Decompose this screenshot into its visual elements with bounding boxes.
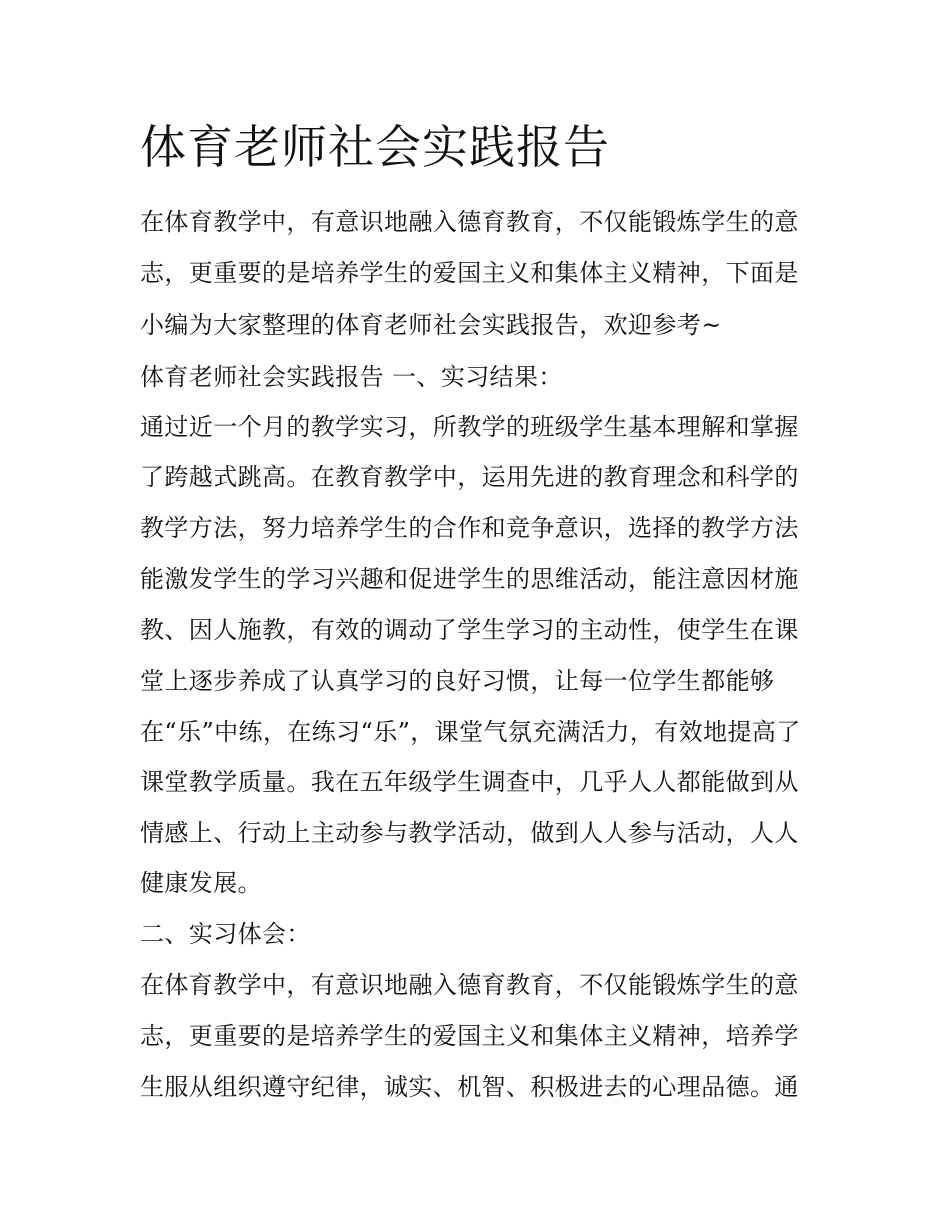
- section-heading-2: 二、实习体会：: [140, 920, 311, 948]
- body-line-14: 健康发展。: [140, 869, 262, 897]
- body-line-5: 通过近一个月的教学实习，所教学的班级学生基本理解和掌握: [140, 413, 799, 441]
- body-line-17: 志，更重要的是培养学生的爱国主义和集体主义精神，培养学: [140, 1022, 799, 1050]
- body-line-18: 生服从组织遵守纪律，诚实、机智、积极进去的心理品德。通: [140, 1073, 799, 1101]
- body-line-11: 在“乐”中练，在练习“乐”，课堂气氛充满活力，有效地提高了: [140, 718, 801, 746]
- body-line-6: 了跨越式跳高。在教育教学中，运用先进的教育理念和科学的: [140, 463, 799, 491]
- section-heading-1: 体育老师社会实践报告 一、实习结果：: [140, 363, 563, 391]
- document-title: 体育老师社会实践报告: [140, 120, 610, 174]
- body-line-2: 志，更重要的是培养学生的爱国主义和集体主义精神，下面是: [140, 259, 799, 287]
- body-line-12: 课堂教学质量。我在五年级学生调查中，几乎人人都能做到从: [140, 768, 799, 796]
- body-line-13: 情感上、行动上主动参与教学活动，做到人人参与活动，人人: [140, 819, 799, 847]
- body-line-7: 教学方法，努力培养学生的合作和竞争意识，选择的教学方法: [140, 514, 799, 542]
- body-line-16: 在体育教学中，有意识地融入德育教育，不仅能锻炼学生的意: [140, 971, 799, 999]
- body-line-9: 教、因人施教，有效的调动了学生学习的主动性，使学生在课: [140, 616, 799, 644]
- body-line-1: 在体育教学中，有意识地融入德育教育，不仅能锻炼学生的意: [140, 208, 799, 236]
- body-line-3: 小编为大家整理的体育老师社会实践报告，欢迎参考~: [140, 311, 722, 339]
- body-line-8: 能激发学生的学习兴趣和促进学生的思维活动，能注意因材施: [140, 565, 799, 593]
- body-line-10: 堂上逐步养成了认真学习的良好习惯，让每一位学生都能够: [140, 667, 775, 695]
